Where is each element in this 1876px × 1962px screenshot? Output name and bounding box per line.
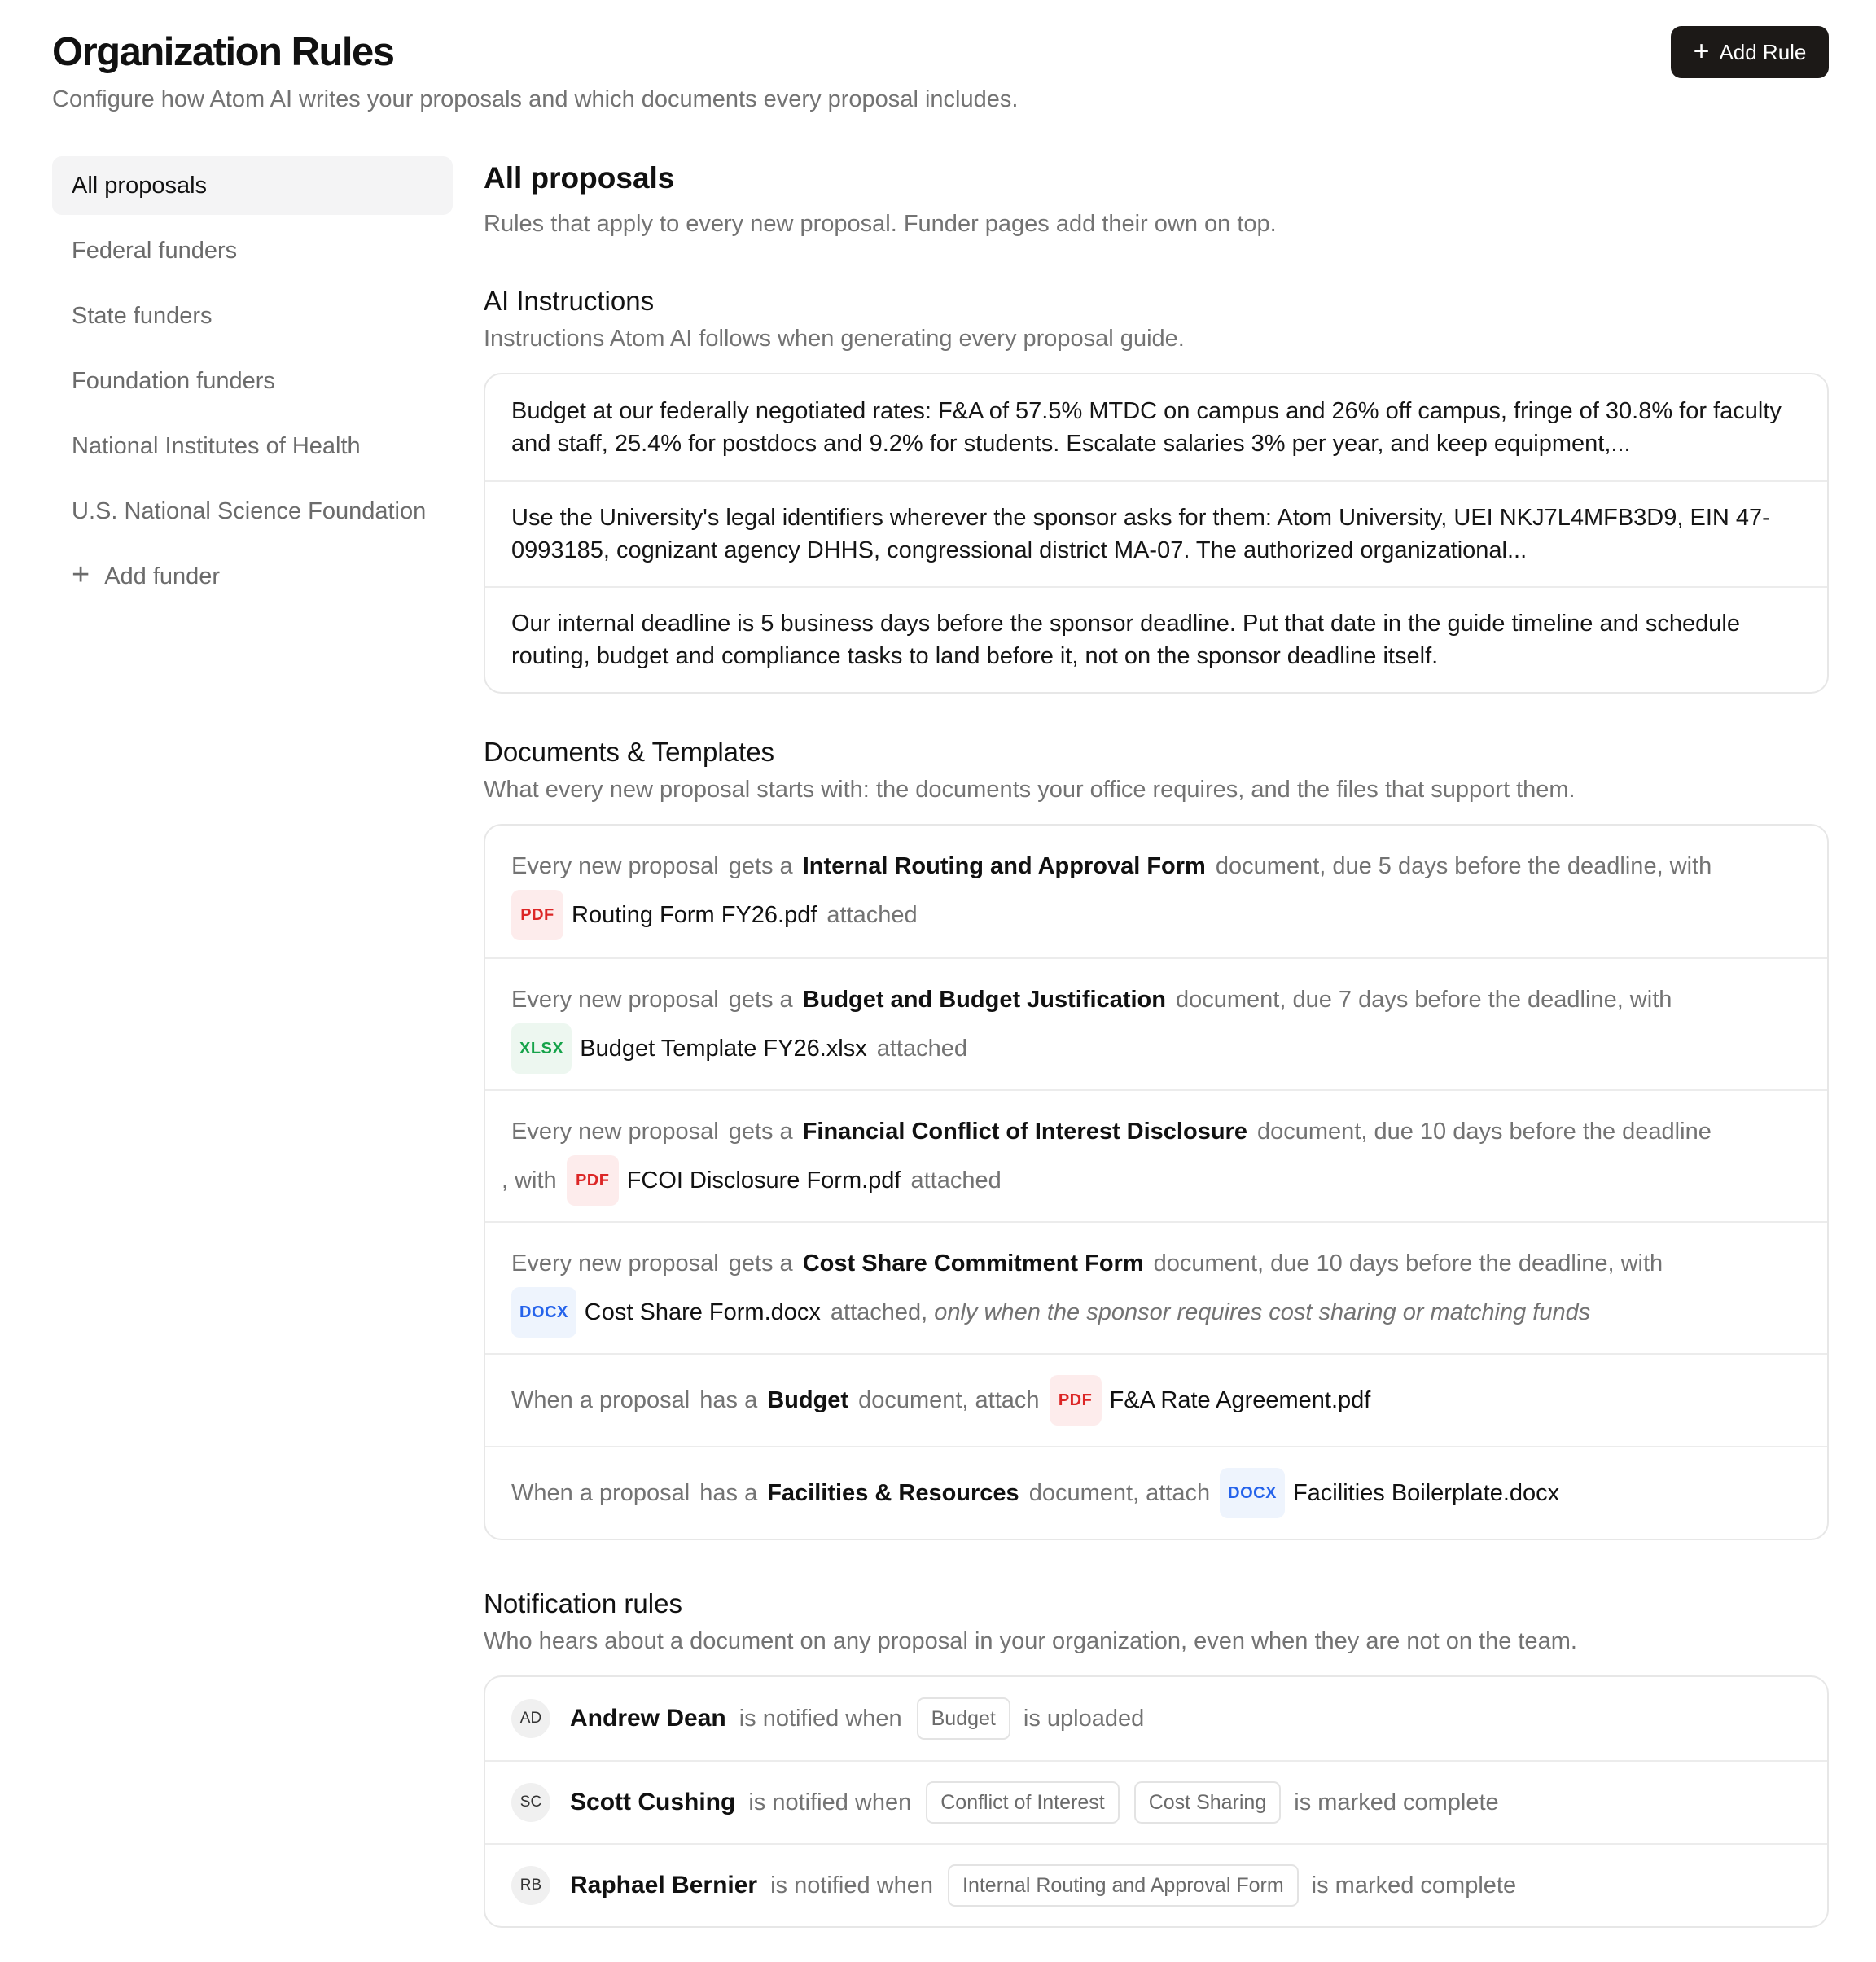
sidebar-item-state-funders[interactable]: State funders [72, 302, 213, 329]
attachment-name[interactable]: Budget Template FY26.xlsx [580, 1035, 867, 1062]
page-subtitle: Configure how Atom AI writes your proposals and which documents every proposal includes. [52, 86, 1019, 112]
document-name: Budget [767, 1386, 849, 1413]
sidebar-item-nsf[interactable]: U.S. National Science Foundation [72, 497, 427, 524]
xlsx-file-icon: XLSX [511, 1023, 572, 1074]
ai-instructions-title: AI Instructions [484, 286, 655, 316]
sidebar-item-foundation-funders[interactable]: Foundation funders [72, 367, 275, 394]
section-subtitle: Rules that apply to every new proposal. Funder pages add their own on top. [484, 211, 1277, 237]
add-funder-button[interactable] [52, 547, 453, 606]
section-title: All proposals [484, 161, 675, 195]
document-chip[interactable]: Conflict of Interest [926, 1781, 1119, 1824]
notifications-section [484, 1584, 1829, 1928]
document-chip[interactable]: Budget [917, 1697, 1010, 1740]
rule-condition: only when the sponsor requires cost sharing or matching funds [934, 1299, 1591, 1325]
ai-instruction-item[interactable]: Budget at our federally negotiated rates: F&A of 57.5% MTDC on campus and 26% off campus, fringe of 30.8% for faculty and staff, 25.4% for postdocs and 9.2% for students. Escalate salaries 3% per year, and keep equipment,... [511, 398, 1782, 457]
pdf-file-icon: PDF [1050, 1375, 1102, 1426]
document-rule[interactable]: Every new proposal gets a Cost Share Commitment Form document, due 10 days before the deadline, with DOCX Cost Share Form.docx attached, only when the sponsor requires cost sharing or matching funds [485, 1221, 1827, 1353]
avatar: AD [511, 1699, 550, 1738]
attachment-name[interactable]: Cost Share Form.docx [584, 1299, 821, 1325]
document-name: Budget and Budget Justification [802, 986, 1166, 1013]
document-rule[interactable]: Every new proposal gets a Internal Routing and Approval Form document, due 5 days before the deadline, with PDF Routing Form FY26.pdf attached [485, 826, 1827, 957]
attachment-name[interactable]: F&A Rate Agreement.pdf [1109, 1386, 1371, 1413]
plus-icon: + [72, 558, 90, 592]
notification-rule[interactable]: SC Scott Cushing is notified when Conflict of Interest Cost Sharing is marked complete [485, 1760, 1827, 1843]
avatar: SC [511, 1783, 550, 1822]
person-name: Raphael Bernier [570, 1872, 758, 1898]
document-rule[interactable]: Every new proposal gets a Budget and Budget Justification document, due 7 days before the deadline, with XLSX Budget Template FY26.xlsx attached [485, 957, 1827, 1089]
document-rule[interactable]: When a proposal has a Budget document, attach PDF F&A Rate Agreement.pdf [485, 1353, 1827, 1446]
documents-section [484, 733, 1829, 1540]
document-name: Facilities & Resources [767, 1479, 1019, 1506]
document-name: Cost Share Commitment Form [802, 1250, 1144, 1277]
add-funder-label: Add funder [104, 563, 221, 589]
add-rule-button[interactable] [1671, 26, 1829, 78]
notifications-title: Notification rules [484, 1588, 682, 1618]
document-name: Internal Routing and Approval Form [802, 852, 1206, 879]
ai-instructions-card [484, 373, 1829, 694]
plus-icon: + [1693, 35, 1710, 67]
pdf-file-icon: PDF [567, 1155, 619, 1206]
ai-instructions-subtitle: Instructions Atom AI follows when generating every proposal guide. [484, 326, 1185, 352]
page-title: Organization Rules [52, 30, 394, 74]
document-name: Financial Conflict of Interest Disclosure [802, 1118, 1247, 1145]
sidebar-item-federal-funders[interactable]: Federal funders [72, 237, 238, 264]
document-chip[interactable]: Cost Sharing [1134, 1781, 1282, 1824]
attachment-name[interactable]: Routing Form FY26.pdf [572, 901, 817, 928]
notification-rule[interactable]: AD Andrew Dean is notified when Budget is uploaded [485, 1677, 1827, 1760]
ai-instruction-item[interactable]: Our internal deadline is 5 business days before the sponsor deadline. Put that date in the guide timeline and schedule routing, budget and compliance tasks to land before it, not on the sponsor deadline itself. [485, 586, 1827, 692]
ai-instructions-section [484, 282, 1829, 694]
ai-instruction-item[interactable]: Use the University's legal identifiers wherever the sponsor asks for them: Atom University, UEI NKJ7L4MFB3D9, EIN 47-0993185, cognizant agency DHHS, congressional district MA-07. The authorized organizational... [485, 480, 1827, 586]
person-name: Scott Cushing [570, 1789, 736, 1815]
add-rule-label: Add Rule [1719, 39, 1807, 64]
document-rule[interactable]: When a proposal has a Facilities & Resources document, attach DOCX Facilities Boilerplate.docx [485, 1446, 1827, 1539]
main-content [484, 155, 1829, 1928]
attachment-name[interactable]: FCOI Disclosure Form.pdf [626, 1167, 901, 1193]
notifications-card [484, 1675, 1829, 1928]
document-rule[interactable]: Every new proposal gets a Financial Conflict of Interest Disclosure document, due 10 days before the deadline , with PDF FCOI Disclosure Form.pdf attached [485, 1089, 1827, 1221]
notifications-subtitle: Who hears about a document on any proposal in your organization, even when they are not on the team. [484, 1628, 1577, 1654]
sidebar [52, 156, 453, 612]
sidebar-item-nih[interactable]: National Institutes of Health [72, 432, 361, 459]
person-name: Andrew Dean [570, 1705, 726, 1732]
documents-subtitle: What every new proposal starts with: the documents your office requires, and the files that support them. [484, 777, 1576, 803]
sidebar-item-all-proposals[interactable]: All proposals [52, 156, 453, 215]
notification-rule[interactable]: RB Raphael Bernier is notified when Internal Routing and Approval Form is marked complete [485, 1843, 1827, 1926]
pdf-file-icon: PDF [511, 890, 563, 940]
docx-file-icon: DOCX [511, 1287, 576, 1338]
attachment-name[interactable]: Facilities Boilerplate.docx [1292, 1479, 1560, 1506]
documents-title: Documents & Templates [484, 737, 775, 767]
document-chip[interactable]: Internal Routing and Approval Form [948, 1864, 1299, 1907]
documents-card [484, 824, 1829, 1540]
avatar: RB [511, 1866, 550, 1905]
docx-file-icon: DOCX [1220, 1468, 1285, 1518]
